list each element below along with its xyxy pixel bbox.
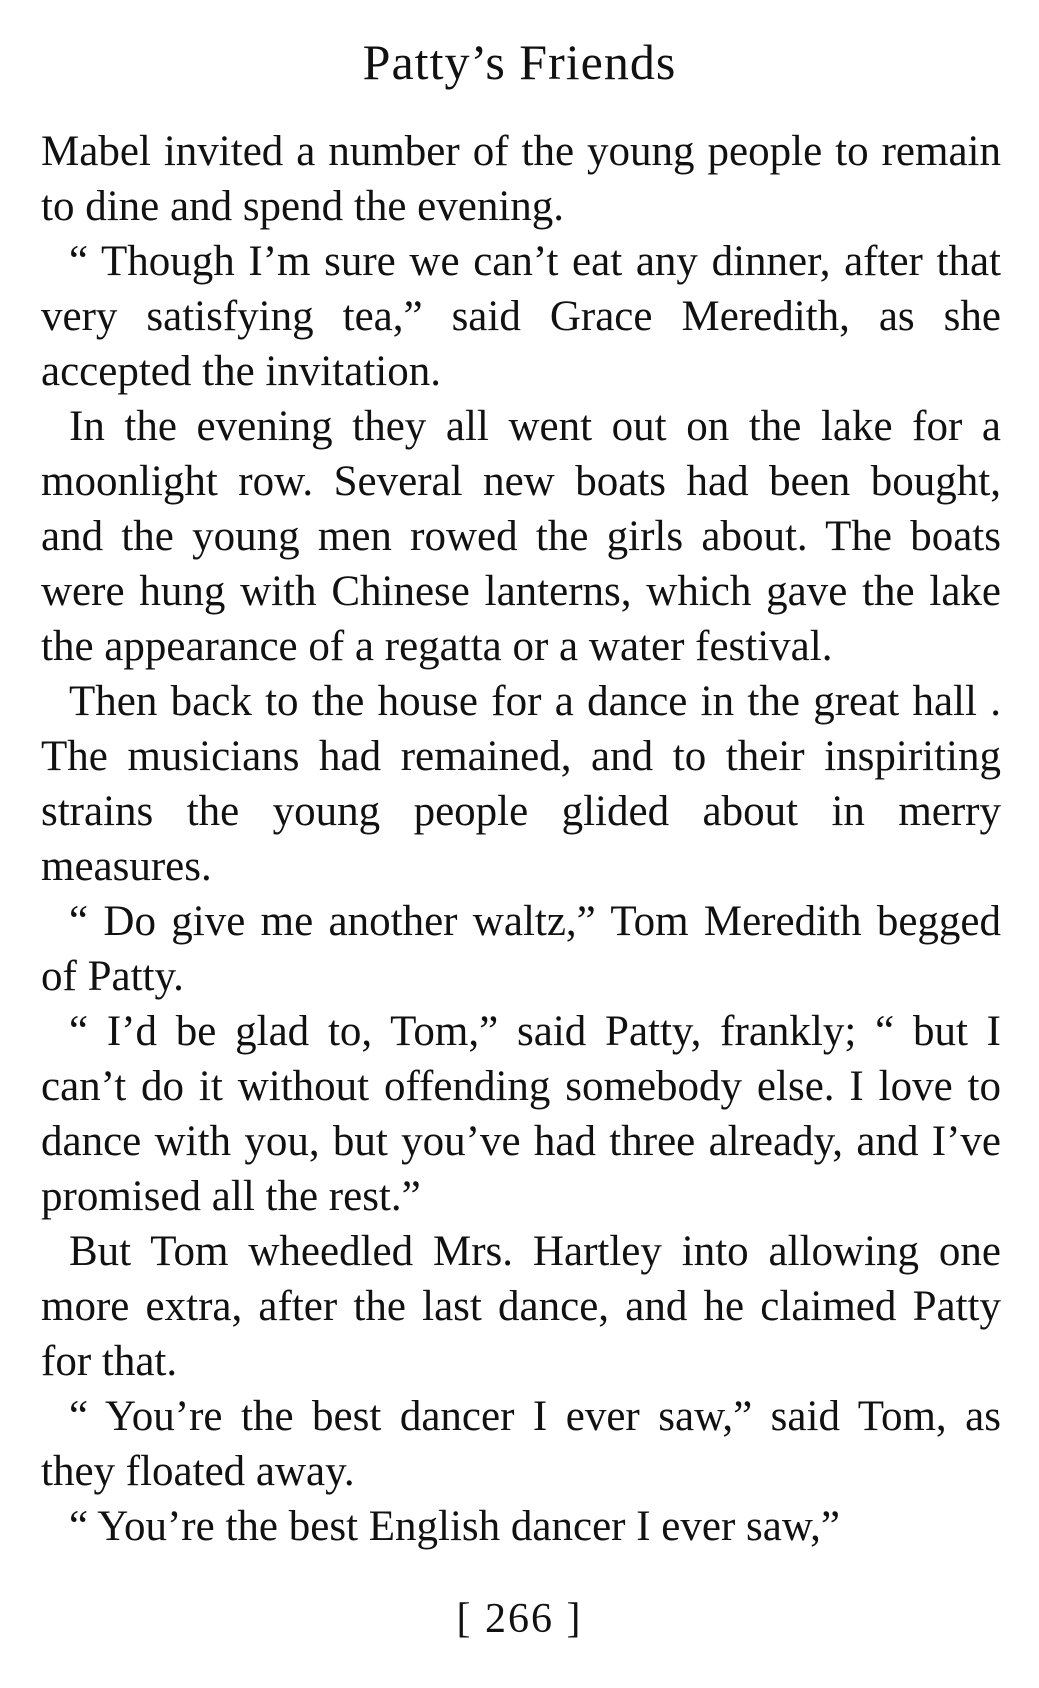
paragraph-3: In the evening they all went out on the lake for a moonlight row. Several new boats had been bought, and the young men rowed the girls about. The boats were hung with Chinese lanterns, which gave the lake the appearance of a regatta or a water festival. — [41, 403, 1001, 670]
page-number: [ 266 ] — [456, 1596, 583, 1642]
paragraph-2: “ Though I’m sure we can’t eat any dinner, after that very satisfying tea,” said Grace Meredith, as she accepted the invitation. — [41, 238, 1001, 395]
paragraph-7: But Tom wheedled Mrs. Hartley into allowing one more extra, after the last dance, and he claimed Patty for that. — [41, 1228, 1001, 1385]
paragraph-8: “ You’re the best dancer I ever saw,” said Tom, as they floated away. — [41, 1393, 1001, 1495]
paragraph-9: “ You’re the best English dancer I ever saw,” — [69, 1503, 840, 1550]
paragraph-6: “ I’d be glad to, Tom,” said Patty, frankly; “ but I can’t do it without offending somebody else. I love to dance with you, but you’ve had three already, and I’ve promised all the rest.” — [41, 1008, 1001, 1220]
paragraph-1: Mabel invited a number of the young people to remain to dine and spend the evening. — [41, 128, 1001, 230]
body-text — [41, 124, 1001, 1554]
paragraph-4: Then back to the house for a dance in the great hall . The musicians had remained, and to their inspiriting strains the young people glided about in merry measures. — [41, 678, 1001, 890]
paragraph-5: “ Do give me another waltz,” Tom Meredith begged of Patty. — [41, 898, 1001, 1000]
running-head: Patty’s Friends — [362, 34, 677, 90]
